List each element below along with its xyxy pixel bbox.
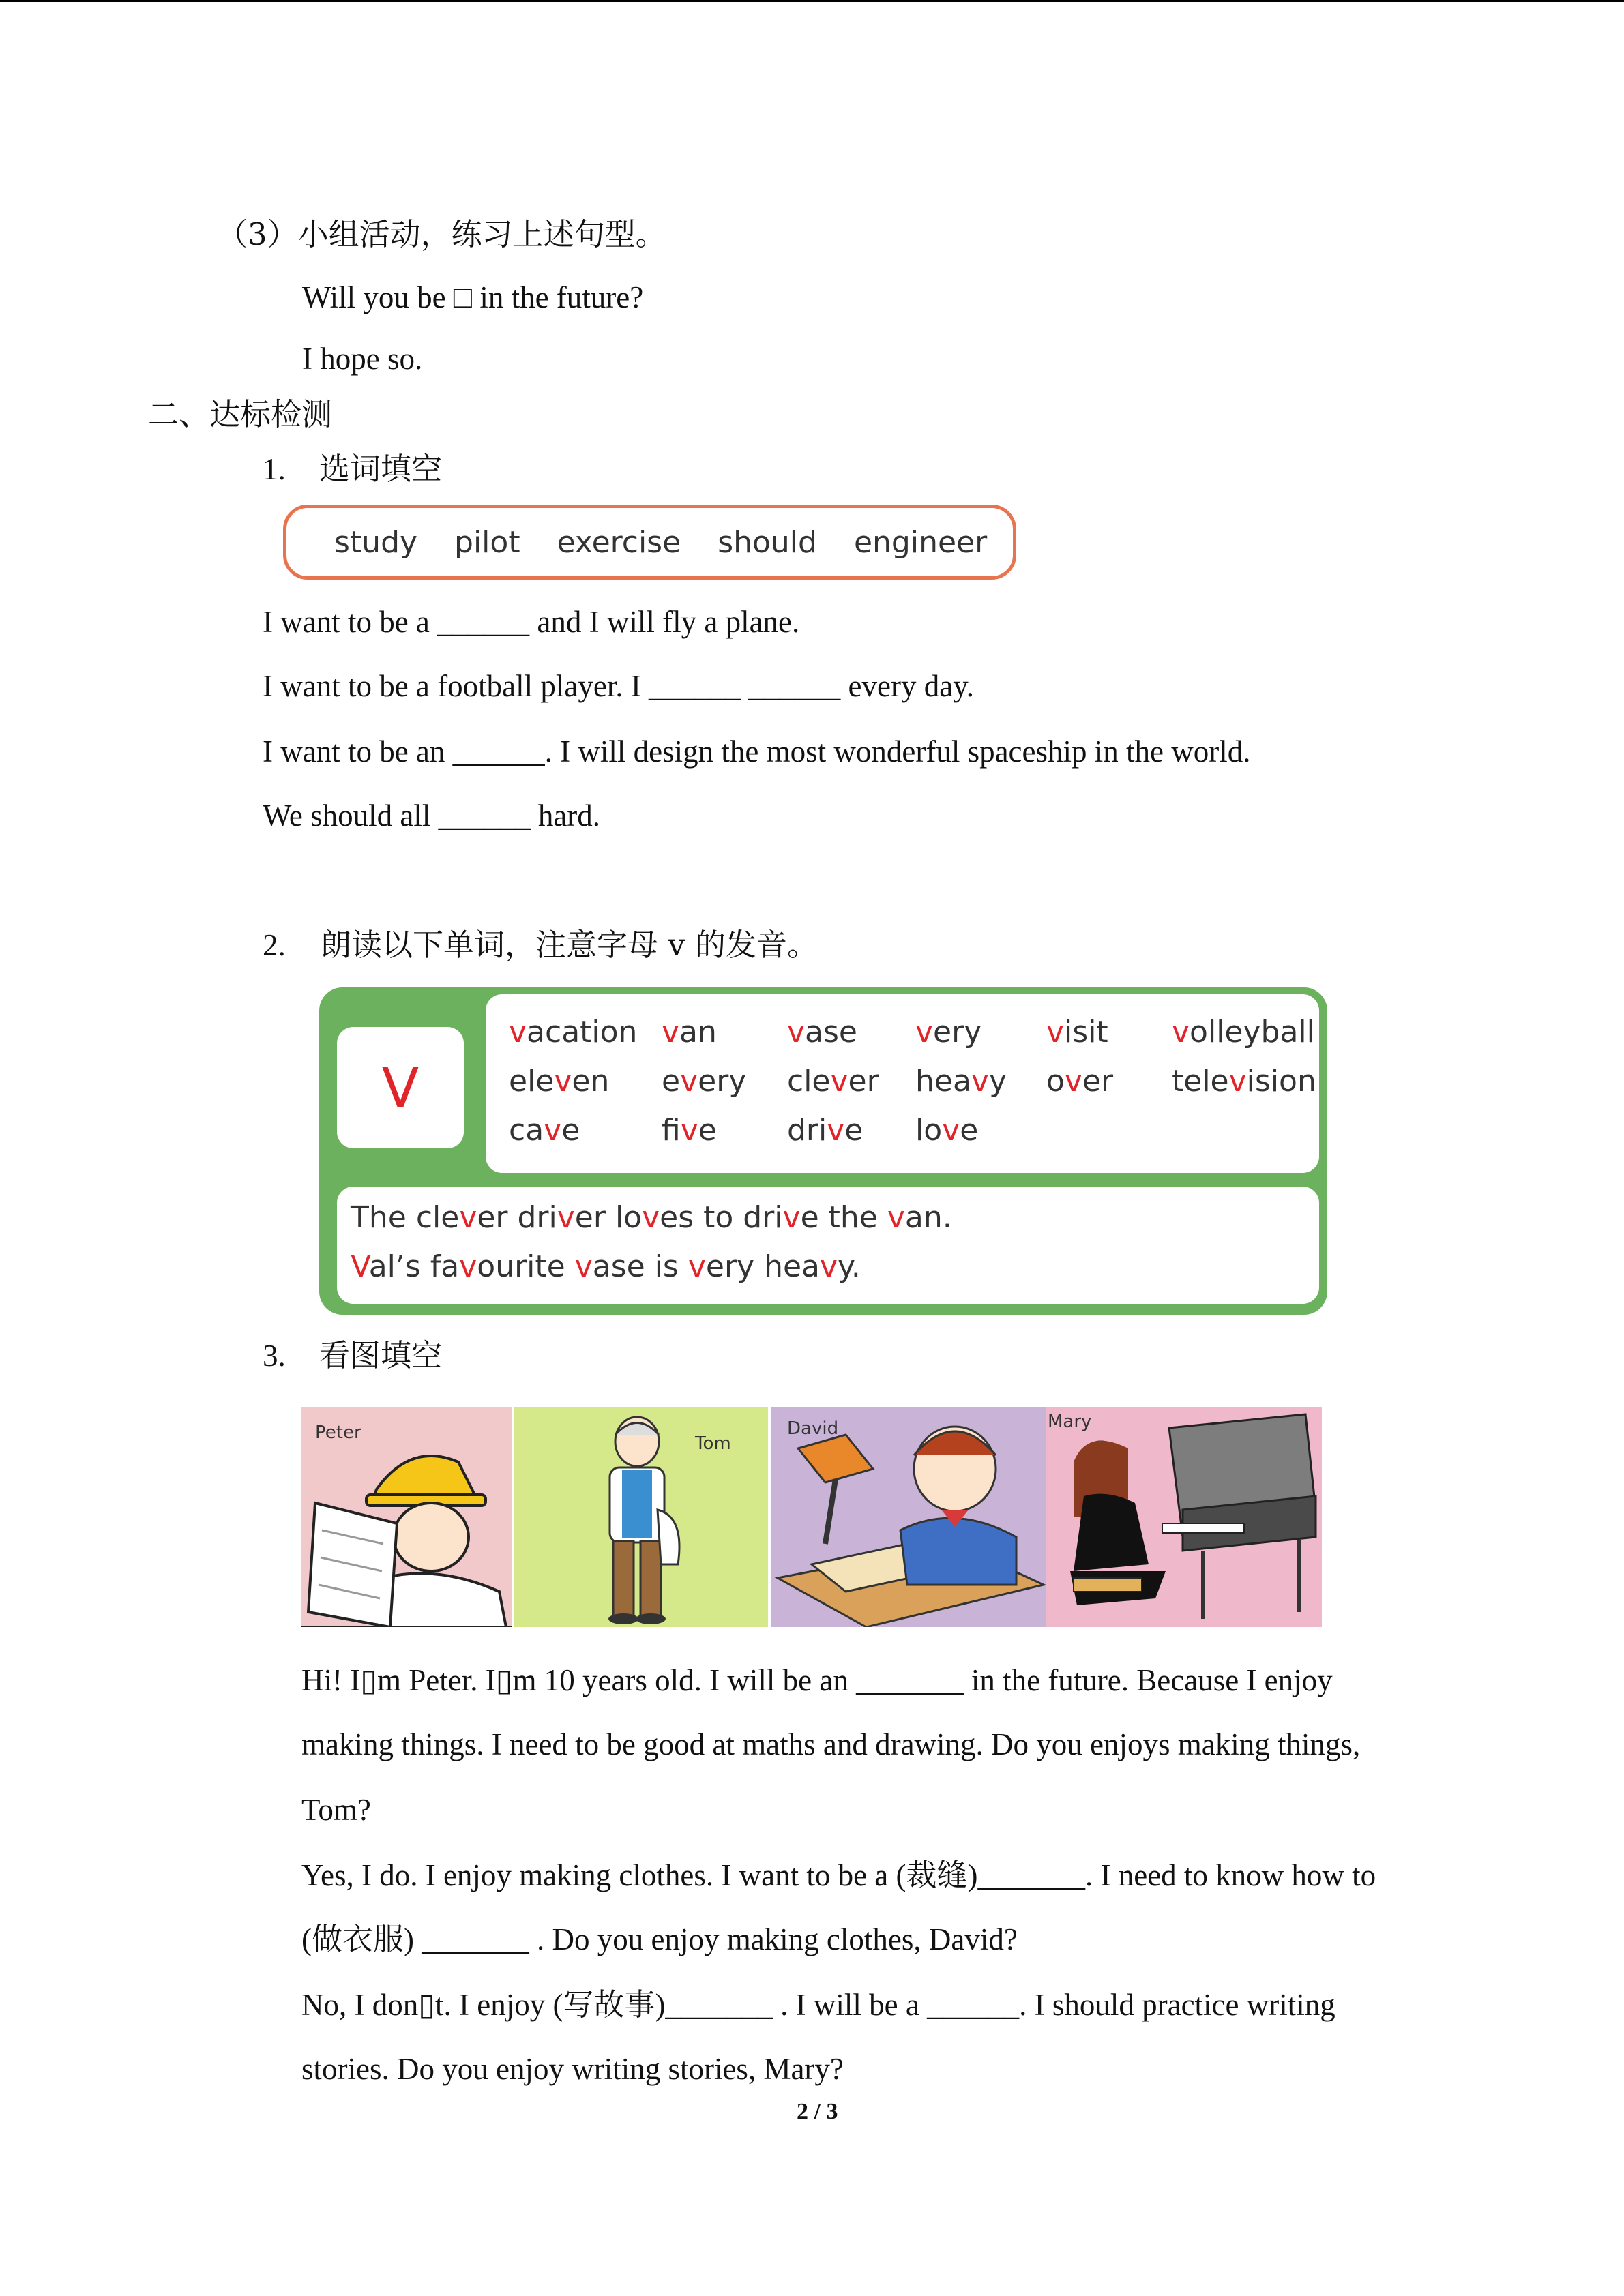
tailor-illustration xyxy=(514,1407,768,1627)
phonics-word: visit xyxy=(1046,1015,1108,1049)
q1-sentence: I want to be an ______. I will design the most wonderful spaceship in the world. xyxy=(263,734,1251,769)
phonics-sentence: The clever driver loves to drive the van. xyxy=(351,1200,952,1235)
q3-title: 看图填空 xyxy=(319,1337,443,1373)
phonics-word: very xyxy=(915,1015,982,1049)
q1-sentence: We should all ______ hard. xyxy=(263,799,601,833)
practice-line-1: Will you be □ in the future? xyxy=(302,280,644,314)
david-label: David xyxy=(787,1418,839,1439)
engineer-illustration xyxy=(301,1407,512,1627)
david-picture xyxy=(771,1407,1046,1627)
q3-line: (做衣服) _______ . Do you enjoy making clothes, David? xyxy=(301,1922,1018,1956)
phonics-word: vase xyxy=(787,1015,858,1049)
q3-line: making things. I need to be good at maths and drawing. Do you enjoys making things, xyxy=(301,1727,1361,1761)
word-bank xyxy=(283,505,1016,580)
word-bank-item: pilot xyxy=(454,524,520,560)
word-bank-item: exercise xyxy=(557,524,681,560)
q1-number: 1. xyxy=(263,452,286,486)
phonics-word: love xyxy=(915,1113,979,1148)
page-number: 2 / 3 xyxy=(797,2099,838,2124)
phonics-word: every xyxy=(662,1064,747,1099)
peter-label: Peter xyxy=(315,1422,361,1443)
phonics-word: five xyxy=(662,1113,717,1148)
letter-v: V xyxy=(381,1056,419,1120)
q3-line: No, I don▯t. I enjoy (写故事)_______ . I will be a ______. I should practice writing xyxy=(301,1988,1335,2022)
q2-title: 朗读以下单词，注意字母 v 的发音。 xyxy=(321,927,818,963)
tom-picture xyxy=(514,1407,768,1627)
phonics-sentence: Val’s favourite vase is very heavy. xyxy=(351,1249,861,1284)
q1-title: 选词填空 xyxy=(319,451,443,487)
letter-v-box xyxy=(337,1027,464,1148)
q3-line: stories. Do you enjoy writing stories, Mary? xyxy=(301,2052,844,2086)
word-bank-item: should xyxy=(718,524,817,560)
phonics-word: drive xyxy=(787,1113,863,1148)
phonics-word: vacation xyxy=(509,1015,638,1049)
top-border xyxy=(0,0,1624,2)
q2-number: 2. xyxy=(263,928,286,962)
phonics-word: van xyxy=(662,1015,717,1049)
mary-label: Mary xyxy=(1048,1412,1092,1432)
writer-illustration xyxy=(771,1407,1046,1627)
underline xyxy=(301,1626,512,1627)
q3-line: Hi! I▯m Peter. I▯m 10 years old. I will be an _______ in the future. Because I enjoy xyxy=(301,1663,1333,1697)
phonics-sentences xyxy=(337,1187,1319,1304)
mary-picture xyxy=(1046,1407,1322,1627)
tom-label: Tom xyxy=(695,1433,731,1454)
phonics-word: clever xyxy=(787,1064,879,1099)
phonics-word-grid xyxy=(486,994,1319,1173)
phonics-word: cave xyxy=(509,1113,580,1148)
word-bank-item: engineer xyxy=(853,524,988,560)
item-3-heading: （3）小组活动，练习上述句型。 xyxy=(217,216,666,252)
practice-line-2: I hope so. xyxy=(302,342,423,376)
q3-number: 3. xyxy=(263,1339,286,1373)
q1-sentence: I want to be a ______ and I will fly a plane. xyxy=(263,605,800,639)
phonics-panel xyxy=(319,987,1327,1315)
phonics-word: over xyxy=(1046,1064,1114,1099)
pianist-illustration xyxy=(1046,1407,1322,1627)
phonics-word: television xyxy=(1172,1064,1316,1099)
phonics-word: volleyball xyxy=(1172,1015,1315,1049)
q3-line: Yes, I do. I enjoy making clothes. I want to be a (裁缝)_______. I need to know how to xyxy=(301,1858,1376,1892)
q1-sentence: I want to be a football player. I ______ ______ every day. xyxy=(263,669,975,703)
word-bank-item: study xyxy=(334,524,418,560)
peter-picture xyxy=(301,1407,512,1627)
phonics-word: heavy xyxy=(915,1064,1007,1099)
phonics-word: eleven xyxy=(509,1064,610,1099)
q3-line: Tom? xyxy=(301,1793,371,1827)
section-heading: 二、达标检测 xyxy=(148,396,333,432)
